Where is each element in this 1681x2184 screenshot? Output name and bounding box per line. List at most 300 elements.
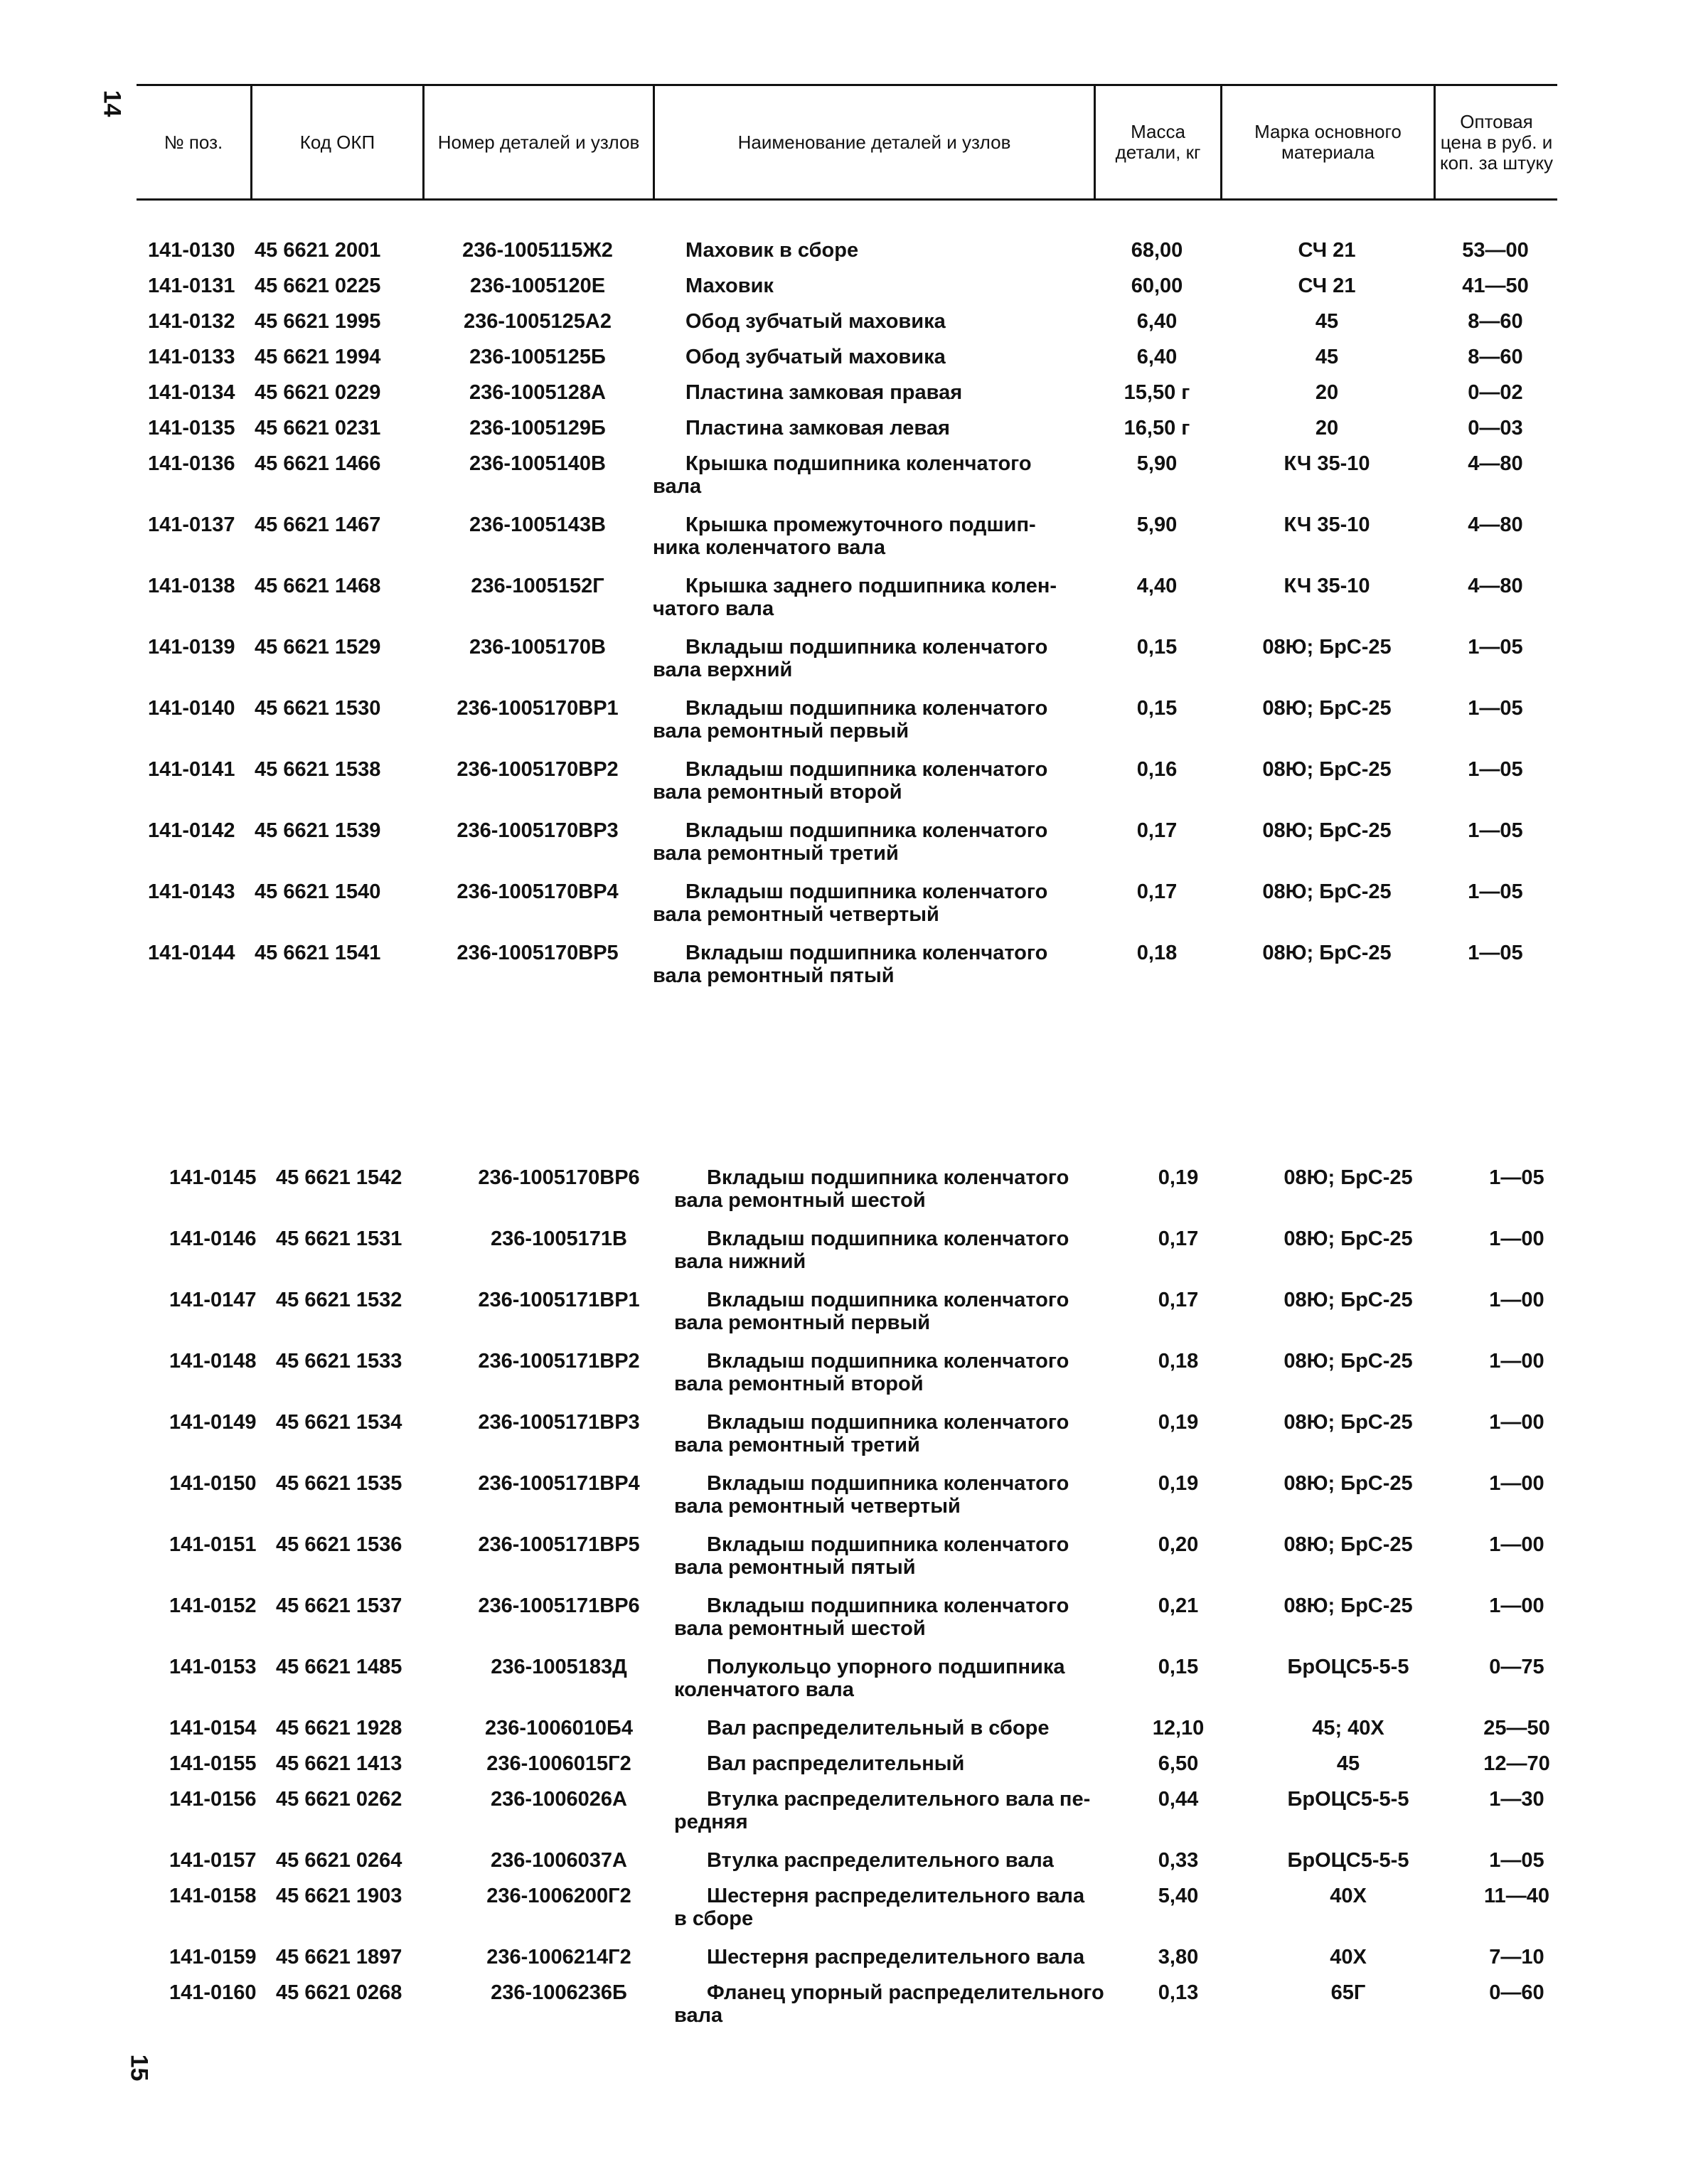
row-okp: 45 6621 1533	[276, 1350, 402, 1373]
row-part-number: 236-1005143В	[469, 513, 606, 536]
row-part-name	[674, 1166, 1115, 1227]
row-price: 1—05	[1468, 636, 1523, 659]
row-pos: 141-0140	[148, 697, 235, 720]
row-mass: 0,15	[1136, 697, 1178, 720]
header-part-number: Номер деталей и узлов	[422, 86, 653, 198]
row-price: 12—70	[1483, 1752, 1550, 1775]
row-okp: 45 6621 1539	[255, 819, 381, 842]
row-pos: 141-0156	[169, 1788, 257, 1811]
table-row	[137, 310, 1557, 346]
row-part-name-line1: Втулка распределительного вала пе-	[707, 1788, 1091, 1811]
row-part-name-line1: Вал распределительный	[707, 1752, 965, 1775]
row-part-number: 236-1006037А	[491, 1849, 627, 1872]
row-pos: 141-0145	[169, 1166, 257, 1189]
row-part-name-line1: Крышка заднего подшипника колен-	[685, 575, 1057, 597]
row-pos: 141-0150	[169, 1472, 257, 1495]
table-row	[137, 575, 1557, 636]
row-pos: 141-0158	[169, 1885, 257, 1907]
row-mass: 4,40	[1136, 575, 1178, 597]
row-pos: 141-0138	[148, 575, 235, 597]
row-material: 08Ю; БрС-25	[1262, 819, 1392, 842]
row-part-name-line1: Вкладыш подшипника коленчатого	[685, 758, 1048, 781]
row-part-name	[653, 880, 1094, 942]
row-material: 08Ю; БрС-25	[1262, 636, 1392, 659]
row-pos: 141-0157	[169, 1849, 257, 1872]
row-okp: 45 6621 1466	[255, 452, 381, 475]
table-row	[158, 1946, 1579, 1981]
table-row	[137, 239, 1557, 275]
row-part-name-line1: Обод зубчатый маховика	[685, 310, 946, 333]
table-row	[158, 1594, 1579, 1656]
row-material: 08Ю; БрС-25	[1284, 1289, 1413, 1311]
row-part-name	[674, 1533, 1115, 1594]
row-part-name	[674, 1849, 1115, 1885]
row-part-number: 236-1005170ВР5	[457, 942, 619, 964]
row-part-name-line2: вала верхний	[653, 659, 793, 681]
row-pos: 141-0135	[148, 417, 235, 440]
row-material: БрОЦС5-5-5	[1287, 1656, 1409, 1678]
row-part-name	[653, 513, 1094, 575]
row-mass: 16,50 г	[1124, 417, 1190, 440]
row-pos: 141-0153	[169, 1656, 257, 1678]
row-okp: 45 6621 0229	[255, 381, 381, 404]
row-material: 40Х	[1330, 1946, 1367, 1969]
row-part-name	[653, 310, 1094, 346]
row-part-number: 236-1005129Б	[469, 417, 606, 440]
row-part-number: 236-1005171ВР3	[478, 1411, 640, 1434]
row-okp: 45 6621 1994	[255, 346, 381, 368]
row-part-name-line2: вала ремонтный третий	[653, 842, 899, 865]
row-pos: 141-0154	[169, 1717, 257, 1740]
row-price: 1—00	[1489, 1472, 1544, 1495]
row-part-name-line2: вала ремонтный второй	[674, 1373, 924, 1395]
row-okp: 45 6621 1542	[276, 1166, 402, 1189]
table-row	[137, 697, 1557, 758]
row-material: 08Ю; БрС-25	[1284, 1166, 1413, 1189]
row-okp: 45 6621 1531	[276, 1227, 402, 1250]
row-mass: 0,19	[1158, 1472, 1199, 1495]
row-pos: 141-0149	[169, 1411, 257, 1434]
row-mass: 0,20	[1158, 1533, 1199, 1556]
table-row	[137, 346, 1557, 381]
row-part-number: 236-1006010Б4	[485, 1717, 633, 1740]
row-price: 1—00	[1489, 1411, 1544, 1434]
row-part-name	[674, 1981, 1115, 2042]
row-part-name-line1: Вкладыш подшипника коленчатого	[685, 942, 1048, 964]
row-part-number: 236-1005171ВР1	[478, 1289, 640, 1311]
row-okp: 45 6621 1534	[276, 1411, 402, 1434]
row-pos: 141-0152	[169, 1594, 257, 1617]
row-pos: 141-0144	[148, 942, 235, 964]
row-material: 45; 40Х	[1312, 1717, 1384, 1740]
row-okp: 45 6621 0268	[276, 1981, 402, 2004]
row-price: 1—05	[1489, 1849, 1544, 1872]
row-part-name	[674, 1594, 1115, 1656]
row-price: 8—60	[1468, 346, 1523, 368]
row-part-number: 236-1005115Ж2	[462, 239, 613, 262]
row-part-name	[653, 417, 1094, 452]
row-part-number: 236-1005152Г	[471, 575, 604, 597]
row-price: 8—60	[1468, 310, 1523, 333]
row-part-name	[674, 1717, 1115, 1752]
row-material: КЧ 35-10	[1284, 575, 1370, 597]
row-mass: 0,19	[1158, 1411, 1199, 1434]
row-okp: 45 6621 1540	[255, 880, 381, 903]
table-row	[158, 1166, 1579, 1227]
row-part-name	[674, 1350, 1115, 1411]
row-mass: 60,00	[1131, 275, 1183, 297]
row-mass: 0,17	[1136, 880, 1178, 903]
row-pos: 141-0136	[148, 452, 235, 475]
table-row	[137, 381, 1557, 417]
table-body-bottom	[158, 1166, 1579, 2042]
row-part-number: 236-1006214Г2	[486, 1946, 631, 1969]
row-material: 45	[1315, 346, 1339, 368]
row-mass: 0,19	[1158, 1166, 1199, 1189]
row-mass: 0,18	[1158, 1350, 1199, 1373]
row-part-name-line2: в сборе	[674, 1907, 754, 1930]
row-mass: 5,90	[1136, 452, 1178, 475]
table-row	[137, 880, 1557, 942]
parts-table-bottom	[158, 1166, 1579, 2042]
row-mass: 0,17	[1158, 1289, 1199, 1311]
row-mass: 0,13	[1158, 1981, 1199, 2004]
row-mass: 5,90	[1136, 513, 1178, 536]
row-pos: 141-0159	[169, 1946, 257, 1969]
row-mass: 6,40	[1136, 310, 1178, 333]
row-okp: 45 6621 1535	[276, 1472, 402, 1495]
row-part-name-line1: Пластина замковая левая	[685, 417, 950, 440]
row-part-name-line1: Шестерня распределительного вала	[707, 1885, 1085, 1907]
row-material: 20	[1315, 381, 1339, 404]
header-okp: Код ОКП	[250, 86, 422, 198]
row-part-name	[674, 1289, 1115, 1350]
row-part-name	[653, 381, 1094, 417]
row-part-name-line1: Крышка подшипника коленчатого	[685, 452, 1032, 475]
row-part-name-line2: вала	[674, 2004, 723, 2027]
row-okp: 45 6621 1928	[276, 1717, 402, 1740]
row-part-number: 236-1005171ВР2	[478, 1350, 640, 1373]
row-material: 65Г	[1330, 1981, 1366, 2004]
header-part-name: Наименование деталей и узлов	[653, 86, 1094, 198]
row-part-name-line1: Маховик в сборе	[685, 239, 859, 262]
row-part-name	[653, 346, 1094, 381]
row-pos: 141-0139	[148, 636, 235, 659]
row-mass: 0,15	[1136, 636, 1178, 659]
row-part-number: 236-1005125Б	[469, 346, 606, 368]
row-price: 1—05	[1468, 819, 1523, 842]
row-part-name-line1: Крышка промежуточного подшип-	[685, 513, 1036, 536]
row-part-name-line1: Вкладыш подшипника коленчатого	[707, 1411, 1069, 1434]
row-part-name	[653, 819, 1094, 880]
row-okp: 45 6621 2001	[255, 239, 381, 262]
row-mass: 0,33	[1158, 1849, 1199, 1872]
row-mass: 0,44	[1158, 1788, 1199, 1811]
row-material: 45	[1315, 310, 1339, 333]
table-row	[137, 417, 1557, 452]
row-mass: 0,21	[1158, 1594, 1199, 1617]
row-part-name-line2: вала ремонтный четвертый	[653, 903, 939, 926]
row-okp: 45 6621 1903	[276, 1885, 402, 1907]
row-okp: 45 6621 1536	[276, 1533, 402, 1556]
table-row	[158, 1472, 1579, 1533]
row-price: 53—00	[1462, 239, 1529, 262]
row-mass: 0,18	[1136, 942, 1178, 964]
row-okp: 45 6621 1485	[276, 1656, 402, 1678]
row-price: 1—05	[1489, 1166, 1544, 1189]
row-part-name-line1: Вкладыш подшипника коленчатого	[707, 1594, 1069, 1617]
row-material: СЧ 21	[1298, 275, 1356, 297]
row-part-name	[653, 575, 1094, 636]
row-part-name-line1: Полукольцо упорного подшипника	[707, 1656, 1065, 1678]
row-part-name	[653, 758, 1094, 819]
table-row	[158, 1849, 1579, 1885]
row-material: КЧ 35-10	[1284, 452, 1370, 475]
row-okp: 45 6621 0231	[255, 417, 381, 440]
row-part-name-line2: вала ремонтный первый	[653, 720, 909, 742]
row-price: 1—00	[1489, 1227, 1544, 1250]
table-row	[137, 275, 1557, 310]
parts-table-top	[137, 84, 1557, 1003]
table-row	[158, 1227, 1579, 1289]
table-row	[158, 1717, 1579, 1752]
row-material: БрОЦС5-5-5	[1287, 1849, 1409, 1872]
table-row	[158, 1289, 1579, 1350]
row-part-name	[674, 1656, 1115, 1717]
table-row	[158, 1656, 1579, 1717]
row-material: 45	[1336, 1752, 1360, 1775]
row-material: 08Ю; БрС-25	[1284, 1594, 1413, 1617]
row-pos: 141-0133	[148, 346, 235, 368]
row-part-name-line1: Втулка распределительного вала	[707, 1849, 1054, 1872]
row-part-name	[674, 1788, 1115, 1849]
row-okp: 45 6621 1537	[276, 1594, 402, 1617]
table-header	[137, 84, 1557, 201]
table-row	[137, 942, 1557, 1003]
header-price: Оптовая цена в руб. и коп. за штуку	[1434, 86, 1557, 198]
row-part-number: 236-1006015Г2	[486, 1752, 631, 1775]
row-part-name	[674, 1752, 1115, 1788]
row-part-name-line2: коленчатого вала	[674, 1678, 854, 1701]
table-row	[137, 758, 1557, 819]
row-part-number: 236-1005140В	[469, 452, 606, 475]
row-pos: 141-0155	[169, 1752, 257, 1775]
row-part-name-line1: Вкладыш подшипника коленчатого	[685, 697, 1048, 720]
row-okp: 45 6621 1530	[255, 697, 381, 720]
row-part-name-line1: Вал распределительный в сборе	[707, 1717, 1050, 1740]
page-number-top: 14	[98, 90, 126, 117]
table-row	[137, 636, 1557, 697]
row-pos: 141-0151	[169, 1533, 257, 1556]
header-pos: № поз.	[164, 131, 223, 153]
row-okp: 45 6621 1897	[276, 1946, 402, 1969]
row-part-name-line1: Фланец упорный распределительного	[707, 1981, 1104, 2004]
row-price: 1—05	[1468, 942, 1523, 964]
row-pos: 141-0142	[148, 819, 235, 842]
row-material: 40Х	[1330, 1885, 1367, 1907]
row-mass: 0,17	[1136, 819, 1178, 842]
table-body-top	[137, 201, 1557, 1003]
table-row	[158, 1752, 1579, 1788]
row-part-name-line2: вала ремонтный шестой	[674, 1189, 926, 1212]
row-part-name	[653, 452, 1094, 513]
row-price: 4—80	[1468, 513, 1523, 536]
row-part-number: 236-1005170ВР3	[457, 819, 619, 842]
table-row	[158, 1981, 1579, 2042]
row-price: 1—00	[1489, 1350, 1544, 1373]
row-part-name-line2: вала ремонтный третий	[674, 1434, 920, 1456]
row-pos: 141-0143	[148, 880, 235, 903]
row-part-name-line2: вала ремонтный пятый	[674, 1556, 916, 1579]
row-part-name	[653, 239, 1094, 275]
row-mass: 6,50	[1158, 1752, 1199, 1775]
row-price: 7—10	[1489, 1946, 1544, 1969]
row-price: 0—75	[1489, 1656, 1544, 1678]
row-mass: 68,00	[1131, 239, 1183, 262]
table-row	[137, 819, 1557, 880]
row-okp: 45 6621 1467	[255, 513, 381, 536]
row-material: 08Ю; БрС-25	[1262, 697, 1392, 720]
row-okp: 45 6621 0262	[276, 1788, 402, 1811]
row-okp: 45 6621 1538	[255, 758, 381, 781]
row-material: 08Ю; БрС-25	[1262, 880, 1392, 903]
row-part-name-line2: вала	[653, 475, 702, 498]
row-price: 4—80	[1468, 452, 1523, 475]
row-part-number: 236-1005170ВР6	[478, 1166, 640, 1189]
row-part-name	[674, 1885, 1115, 1946]
row-pos: 141-0137	[148, 513, 235, 536]
row-material: КЧ 35-10	[1284, 513, 1370, 536]
table-row	[158, 1411, 1579, 1472]
row-price: 0—03	[1468, 417, 1523, 440]
row-price: 1—05	[1468, 758, 1523, 781]
row-pos: 141-0146	[169, 1227, 257, 1250]
row-part-name	[653, 697, 1094, 758]
row-part-number: 236-1005128А	[469, 381, 606, 404]
row-part-name-line1: Вкладыш подшипника коленчатого	[707, 1472, 1069, 1495]
table-row	[158, 1350, 1579, 1411]
row-pos: 141-0148	[169, 1350, 257, 1373]
row-pos: 141-0130	[148, 239, 235, 262]
row-part-number: 236-1005171ВР5	[478, 1533, 640, 1556]
row-part-number: 236-1006026А	[491, 1788, 627, 1811]
row-price: 41—50	[1462, 275, 1529, 297]
row-part-number: 236-1005170В	[469, 636, 606, 659]
row-mass: 0,15	[1158, 1656, 1199, 1678]
row-okp: 45 6621 1468	[255, 575, 381, 597]
row-pos: 141-0160	[169, 1981, 257, 2004]
row-part-name-line2: ника коленчатого вала	[653, 536, 885, 559]
row-part-name-line1: Маховик	[685, 275, 774, 297]
row-part-name	[674, 1411, 1115, 1472]
row-material: 08Ю; БрС-25	[1284, 1472, 1413, 1495]
row-part-name-line1: Вкладыш подшипника коленчатого	[707, 1166, 1069, 1189]
row-part-name-line2: вала нижний	[674, 1250, 806, 1273]
row-part-name	[674, 1472, 1115, 1533]
row-part-name-line2: вала ремонтный шестой	[674, 1617, 926, 1640]
row-price: 1—30	[1489, 1788, 1544, 1811]
row-price: 11—40	[1484, 1885, 1549, 1907]
row-material: СЧ 21	[1298, 239, 1356, 262]
row-pos: 141-0141	[148, 758, 235, 781]
row-part-name-line1: Шестерня распределительного вала	[707, 1946, 1085, 1969]
row-part-name-line1: Вкладыш подшипника коленчатого	[685, 819, 1048, 842]
row-mass: 0,16	[1136, 758, 1178, 781]
row-part-name	[653, 942, 1094, 1003]
row-part-name-line2: вала ремонтный первый	[674, 1311, 931, 1334]
row-material: 08Ю; БрС-25	[1262, 942, 1392, 964]
row-part-number: 236-1005120Е	[469, 275, 606, 297]
row-part-name-line1: Вкладыш подшипника коленчатого	[707, 1227, 1069, 1250]
row-part-name-line1: Обод зубчатый маховика	[685, 346, 946, 368]
row-price: 1—00	[1489, 1533, 1544, 1556]
row-price: 0—60	[1489, 1981, 1544, 2004]
row-price: 1—00	[1489, 1594, 1544, 1617]
row-part-name	[653, 275, 1094, 310]
row-part-name	[653, 636, 1094, 697]
row-part-name-line1: Вкладыш подшипника коленчатого	[707, 1533, 1069, 1556]
row-okp: 45 6621 1413	[276, 1752, 402, 1775]
row-part-number: 236-1005170ВР2	[457, 758, 619, 781]
row-part-name-line2: вала ремонтный пятый	[653, 964, 895, 987]
row-part-number: 236-1006236Б	[491, 1981, 627, 2004]
row-part-name-line1: Вкладыш подшипника коленчатого	[685, 880, 1048, 903]
row-pos: 141-0132	[148, 310, 235, 333]
row-mass: 0,17	[1158, 1227, 1199, 1250]
row-price: 1—05	[1468, 697, 1523, 720]
row-part-number: 236-1005170ВР1	[457, 697, 619, 720]
row-part-number: 236-1006200Г2	[486, 1885, 631, 1907]
table-row	[158, 1533, 1579, 1594]
row-part-number: 236-1005125А2	[463, 310, 612, 333]
table-row	[137, 452, 1557, 513]
row-part-name-line1: Пластина замковая правая	[685, 381, 963, 404]
row-pos: 141-0134	[148, 381, 235, 404]
row-okp: 45 6621 1532	[276, 1289, 402, 1311]
header-mass: Масса детали, кг	[1094, 86, 1220, 198]
row-material: 08Ю; БрС-25	[1284, 1227, 1413, 1250]
row-price: 25—50	[1483, 1717, 1550, 1740]
row-price: 0—02	[1468, 381, 1523, 404]
row-price: 1—00	[1489, 1289, 1544, 1311]
row-material: 20	[1315, 417, 1339, 440]
row-part-name-line2: редняя	[674, 1811, 748, 1833]
row-okp: 45 6621 1529	[255, 636, 381, 659]
row-okp: 45 6621 1541	[255, 942, 381, 964]
row-part-number: 236-1005171ВР6	[478, 1594, 640, 1617]
row-okp: 45 6621 0264	[276, 1849, 402, 1872]
row-part-number: 236-1005183Д	[491, 1656, 627, 1678]
row-part-name	[674, 1946, 1115, 1981]
row-mass: 5,40	[1158, 1885, 1199, 1907]
row-mass: 6,40	[1136, 346, 1178, 368]
row-material: 08Ю; БрС-25	[1284, 1533, 1413, 1556]
header-material: Марка основного материала	[1220, 86, 1434, 198]
row-part-name-line2: чатого вала	[653, 597, 774, 620]
row-material: 08Ю; БрС-25	[1262, 758, 1392, 781]
row-pos: 141-0147	[169, 1289, 257, 1311]
row-mass: 12,10	[1152, 1717, 1205, 1740]
row-part-name	[674, 1227, 1115, 1289]
row-part-number: 236-1005171ВР4	[478, 1472, 640, 1495]
table-row	[158, 1788, 1579, 1849]
row-pos: 141-0131	[148, 275, 235, 297]
table-row	[158, 1885, 1579, 1946]
row-material: БрОЦС5-5-5	[1287, 1788, 1409, 1811]
row-price: 4—80	[1468, 575, 1523, 597]
row-part-name-line1: Вкладыш подшипника коленчатого	[707, 1350, 1069, 1373]
row-part-number: 236-1005170ВР4	[457, 880, 619, 903]
